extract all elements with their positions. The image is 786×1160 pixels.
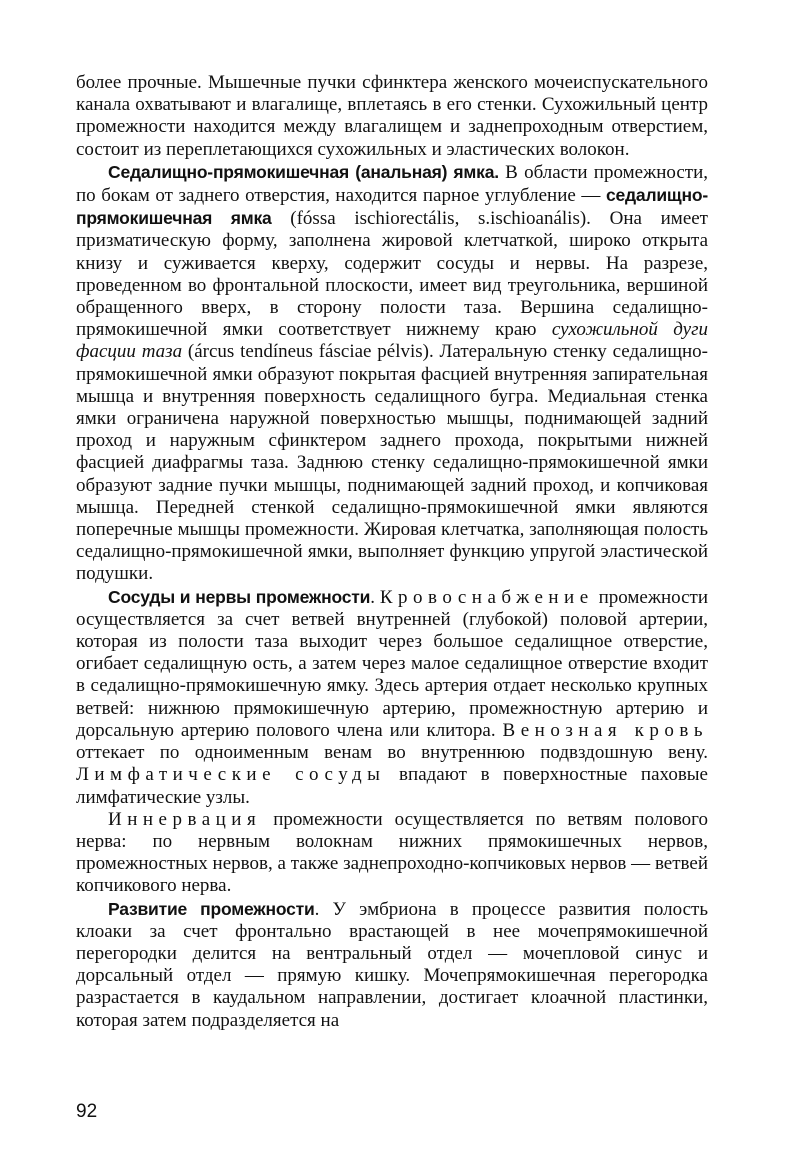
paragraph-text: . У эмбриона в процессе развития полость клоаки за счет фронтально врастающей в нее мочепрямокишечной перегородки делится на вентральный отдел — мочепловой синус и дорсальный отдел — прямую кишку. Мочепрямокишечная перегородка разрастается в каудальном направлении, достигает клоачной пластинки, которая затем подразделяется на xyxy=(76,898,708,1031)
spaced-term-innervation: Иннервация xyxy=(108,808,262,830)
paragraph-ischiorectal-fossa xyxy=(76,161,708,586)
spaced-term-venous-blood: Венозная кровь xyxy=(502,719,708,741)
paragraph-text: промежности осуществляется по ветвям полового нерва: по нервным волокнам нижних прямокишечных нервов, промежностных нервов, а также заднепроходно-копчиковых нервов — ветвей копчикового нерва. xyxy=(76,808,708,897)
term-ischiorectal-fossa: седалищно-прямокишечная ямка xyxy=(76,185,708,229)
paragraph-development xyxy=(76,898,708,1032)
paragraph-text: промежности осуществляется за счет ветвей внутренней (глубокой) половой артерии, которая из полости таза выходит через большое седалищное отверстие, огибает седалищную ость, а затем через малое седалищное отверстие входит в седалищно-прямокишечную ямку. Здесь артерия отдает несколько крупных ветвей: нижнюю прямокишечную артерию, промежностную артерию и дорсальную артерию полового члена или клитора. xyxy=(76,586,709,741)
paragraph-continuation xyxy=(76,72,708,161)
paragraph-text: В области промежности, по бокам от заднего отверстия, находится парное углубление — xyxy=(76,161,708,207)
paragraph-text: (árcus tendíneus fásciae pélvis). Латеральную стенку седалищно-прямокишечной ямки образуют покрытая фасцией внутренняя запирательная мышца и внутренняя поверхность седалищного бугра. Медиальная стенка ямки ограничена наружной поверхностью мышцы, поднимающей задний проход и наружным сфинктером заднего прохода, покрытыми нижней фасцией диафрагмы таза. Заднюю стенку седалищно-прямокишечной ямки образуют задние пучки мышцы, поднимающей задний проход, и копчиковая мышца. Передней стенкой седалищно-прямокишечной ямки являются поперечные мышцы промежности. Жировая клетчатка, заполняющая полость седалищно-прямокишечной ямки, выполняет функцию упругой эластической подушки. xyxy=(76,341,708,585)
section-heading-ischiorectal-fossa: Седалищно-прямокишечная (анальная) ямка. xyxy=(108,161,499,182)
paragraph-text: . xyxy=(370,586,380,608)
section-heading-vessels-nerves: Сосуды и нервы промежности xyxy=(108,586,371,607)
page-body xyxy=(76,72,708,1032)
section-heading-development: Развитие промежности xyxy=(108,898,315,919)
paragraph-text: впадают в поверхностные паховые лимфатические узлы. xyxy=(76,764,708,808)
term-tendinous-arch: сухожильной дуги фасции таза xyxy=(76,319,709,363)
spaced-term-lymph-vessels: Лимфатические сосуды xyxy=(76,764,386,786)
page-number: 92 xyxy=(76,1101,98,1122)
spaced-term-blood-supply: Кровоснабжение xyxy=(379,586,594,608)
paragraph-vessels-nerves xyxy=(76,586,708,809)
paragraph-text: оттекает по одноименным венам во внутреннюю подвздошную вену. xyxy=(76,742,708,764)
paragraph-text: более прочные. Мышечные пучки сфинктера женского мочеиспускательного канала охватывают и влагалище, вплетаясь в его стенки. Сухожильный центр промежности находится между влагалищем и заднепроходным отверстием, состоит из переплетающихся сухожильных и эластических волокон. xyxy=(76,72,708,160)
paragraph-innervation xyxy=(76,809,708,898)
paragraph-text: (fóssa ischiorectális, s.ischioanális). Она имеет призматическую форму, заполнена жировой клетчаткой, широко открыта книзу и суживается кверху, содержит сосуды и нервы. На разрезе, проведенном во фронтальной плоскости, имеет вид треугольника, вершиной обращенного вверх, в сторону полости таза. Вершина седалищно-прямокишечной ямки соответствует нижнему краю xyxy=(76,208,708,341)
